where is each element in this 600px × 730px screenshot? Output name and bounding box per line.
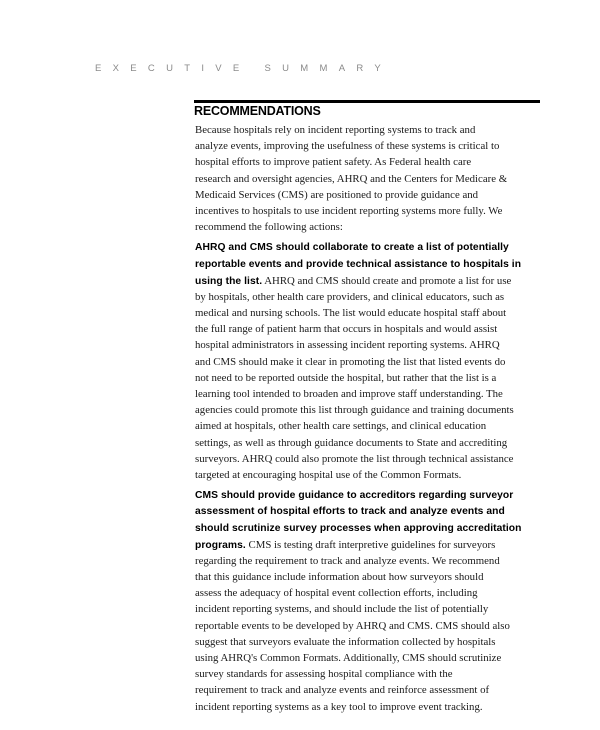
text-line: analyze events, improving the usefulness of these systems is critical to: [195, 140, 500, 153]
text-line: [195, 273, 555, 289]
text-line: aimed at hospitals, other health care settings, and clinical education: [195, 420, 487, 433]
text-line: learning tool intended to broaden and improve staff understanding. The: [195, 388, 503, 400]
recommendation-title-line: CMS should provide guidance to accreditors regarding surveyor: [195, 490, 514, 502]
recommendation-title-end: programs.: [195, 539, 246, 551]
text-line: regarding the requirement to track and analyze events. We recommend: [195, 554, 500, 567]
text-line: surveyors. AHRQ could also promote the list through technical assistance: [195, 452, 514, 465]
text-line: hospital administrators in assessing incident reporting systems. AHRQ: [195, 339, 500, 352]
text-line: recommend the following actions:: [195, 221, 343, 234]
text-line: by hospitals, other health care providers, and clinical educators, such as: [195, 290, 505, 303]
text-line: that this guidance include information about how surveyors should: [195, 571, 484, 584]
text-line: using AHRQ's Common Formats. Additionally, CMS should scrutinize: [195, 652, 502, 664]
text-line: incident reporting systems, and should include the list of potentially: [195, 603, 489, 616]
text-line: Because hospitals rely on incident reporting systems to track and: [195, 124, 476, 136]
recommendation-1: [195, 240, 555, 483]
recommendation-title-end: using the list.: [195, 275, 263, 287]
text-line: medical and nursing schools. The list would educate hospital staff about: [195, 307, 507, 320]
page-title: RECOMMENDATIONS: [194, 104, 321, 118]
text-line: agencies could promote this list through guidance and training documents: [195, 404, 514, 417]
text-line: survey standards for assessing hospital compliance with the: [195, 668, 453, 681]
text-line: requirement to track and analyze events and reinforce assessment of: [195, 684, 490, 697]
text-line: suggest that surveyors evaluate the information collected by hospitals: [195, 635, 496, 648]
text-line: targeted at encouraging hospital use of the Common Formats.: [195, 468, 462, 481]
section-header: EXECUTIVE SUMMARY: [95, 63, 392, 74]
recommendation-title-line: assessment of hospital efforts to track and analyze events and: [195, 506, 505, 518]
recommendation-title-line: AHRQ and CMS should collaborate to create a list of potentially: [195, 242, 509, 254]
text-line: hospital efforts to improve patient safety. As Federal health care: [195, 156, 472, 169]
text-line: research and oversight agencies, AHRQ and the Centers for Medicare &: [195, 172, 508, 185]
text-line: [195, 537, 555, 553]
text-line: the full range of patient harm that occurs in hospitals and would assist: [195, 323, 498, 336]
text-line: assess the adequacy of hospital event collection efforts, including: [195, 587, 478, 600]
recommendation-2: [195, 488, 555, 715]
text-line: Medicaid Services (CMS) are positioned to provide guidance and: [195, 188, 479, 201]
recommendation-title-line: reportable events and provide technical assistance to hospitals in: [195, 258, 522, 270]
intro-paragraph: [195, 122, 555, 235]
text-line: incident reporting systems as a key tool to improve event tracking.: [195, 700, 483, 713]
body-text: [195, 122, 555, 715]
heading-rule: [194, 100, 540, 103]
text-line: incentives to hospitals to use incident reporting systems more fully. We: [195, 204, 503, 217]
text-run: AHRQ and CMS should create and promote a list for use: [262, 274, 512, 287]
text-line: reportable events to be developed by AHRQ and CMS. CMS should also: [195, 619, 510, 632]
text-line: settings, as well as through guidance documents to State and accrediting: [195, 436, 508, 449]
recommendation-title-line: should scrutinize survey processes when approving accreditation: [195, 522, 522, 534]
text-run: CMS is testing draft interpretive guidelines for surveyors: [245, 538, 496, 551]
text-line: not need to be reported outside the hospital, but rather that the list is a: [195, 371, 497, 384]
text-line: and CMS should make it clear in promoting the list that listed events do: [195, 355, 506, 368]
